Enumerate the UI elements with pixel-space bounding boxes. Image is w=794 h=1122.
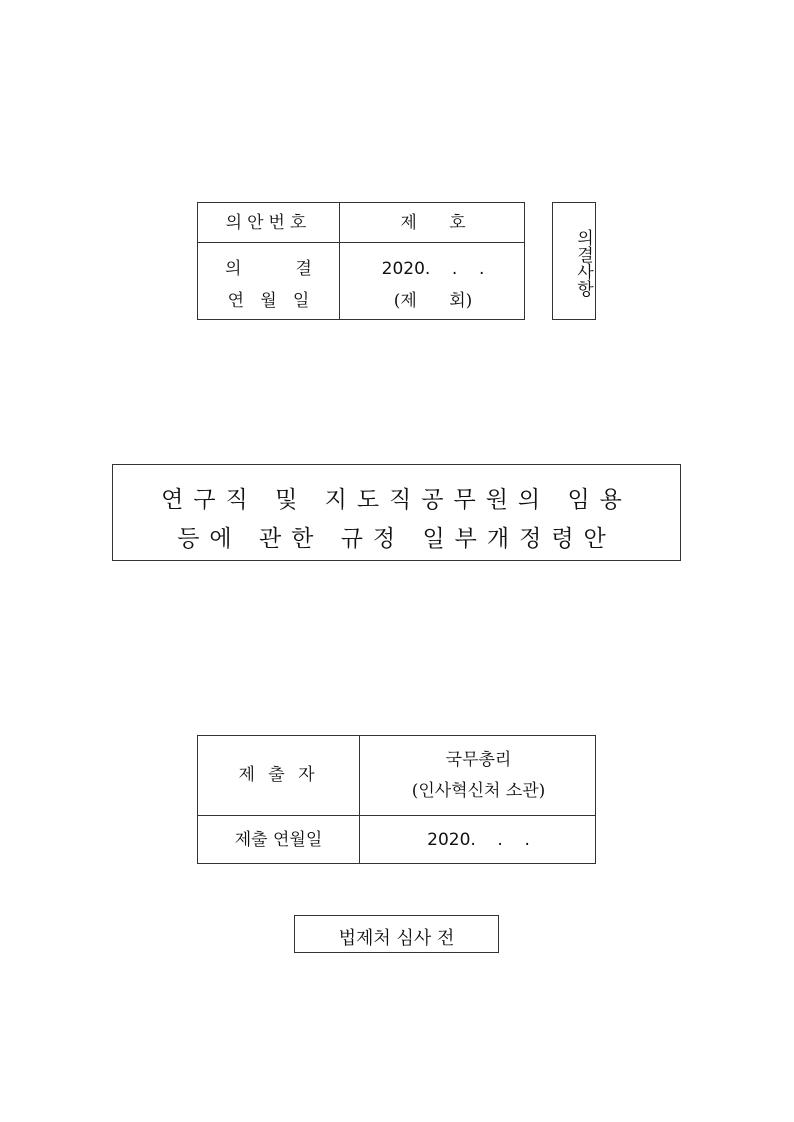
bill-title-line1: 연구직 및 지도직공무원의 임용: [161, 487, 632, 513]
review-status-box: [294, 915, 499, 953]
submission-table: [197, 735, 596, 864]
table-divider-horizontal: [198, 242, 524, 243]
decision-matters-box: [552, 202, 596, 320]
bill-title-line2: 등에 관한 규정 일부개정령안: [177, 526, 616, 552]
submission-date-value: 2020. . .: [427, 830, 530, 850]
bill-number-value: 제 호: [400, 213, 466, 233]
session-value: (제 회): [393, 291, 473, 311]
bill-title-box: [112, 464, 681, 561]
submission-date-label: 제출 연월일: [234, 830, 323, 850]
bill-info-table: [197, 202, 525, 320]
submitter-name: 국무총리: [445, 750, 512, 770]
submitter-department: (인사혁신처 소관): [411, 781, 546, 801]
decision-matters-label: 의결사항: [573, 229, 593, 297]
decision-date-label-line1: 의 결: [225, 259, 312, 279]
decision-date-value: 2020. . .: [381, 259, 485, 279]
review-status-label: 법제처 심사 전: [338, 928, 455, 949]
decision-date-label-line2: 연 월 일: [227, 291, 310, 311]
table-divider-horizontal: [198, 815, 595, 816]
bill-number-label: 의안번호: [225, 213, 312, 233]
submitter-label: 제 출 자: [238, 765, 319, 785]
